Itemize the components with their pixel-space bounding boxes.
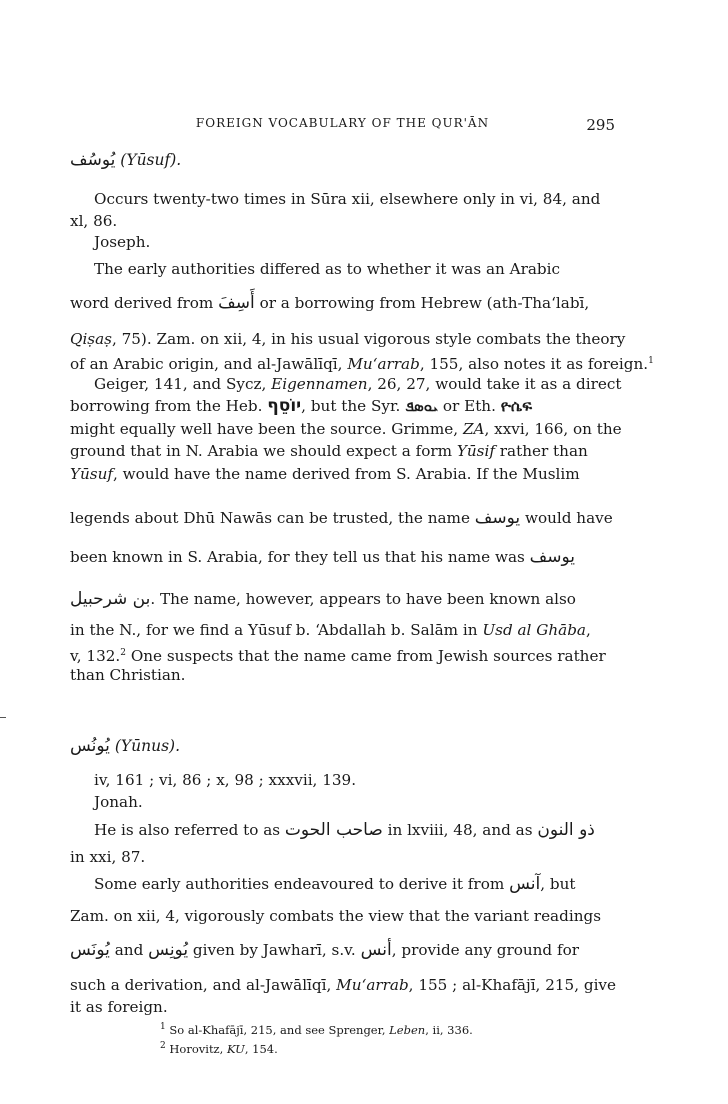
footnote-ref: 2 bbox=[120, 648, 126, 658]
footnote bbox=[160, 1041, 620, 1056]
text-line: xl, 86. bbox=[70, 212, 118, 230]
text-line bbox=[70, 620, 615, 640]
text-line bbox=[70, 351, 654, 374]
italic-title: Leben bbox=[389, 1022, 426, 1037]
text-line bbox=[70, 464, 615, 484]
arabic-phrase: صاحب الحوت bbox=[284, 820, 383, 840]
text-span: Geiger, 141, and Sycz, bbox=[94, 375, 267, 393]
text-line bbox=[70, 441, 615, 461]
page-header bbox=[70, 116, 615, 136]
text-span: Some early authorities endeavoured to derive it from bbox=[94, 875, 505, 893]
text-line bbox=[70, 508, 615, 528]
italic-title: Qiṣaṣ bbox=[70, 330, 112, 348]
text-span: , 26, 27, would take it as a direct bbox=[367, 375, 622, 393]
text-span: One suspects that the name came from Jewish sources rather bbox=[130, 647, 606, 666]
text-span: So al-Khafājī, 215, and see Sprenger, bbox=[169, 1022, 386, 1037]
text-line: Zam. on xii, 4, vigorously combats the view that the variant readings bbox=[70, 907, 601, 925]
arabic-word: آنس bbox=[509, 874, 541, 894]
ethiopic-word: ዮሴፍ bbox=[500, 397, 532, 415]
arabic-word: يُونَس bbox=[70, 940, 110, 960]
arabic-headword: يُونُس bbox=[70, 736, 110, 756]
text-line: Jonah. bbox=[94, 793, 143, 811]
text-span: might equally well have been the source. Grimme, bbox=[70, 420, 459, 438]
text-span: borrowing from the Heb. bbox=[70, 397, 263, 415]
text-span: would have bbox=[524, 509, 613, 527]
text-span: , but the Syr. bbox=[301, 397, 401, 415]
text-span: ground that in N. Arabia we should expect a form bbox=[70, 442, 453, 460]
arabic-word: يوسف bbox=[529, 547, 575, 567]
margin-mark bbox=[0, 717, 6, 718]
text-span: or a borrowing from Hebrew (ath-Tha‘labī, bbox=[259, 294, 590, 312]
text-span: in lxviii, 48, and as bbox=[387, 821, 533, 839]
text-span: , provide any ground for bbox=[391, 941, 579, 959]
text-span: , 154. bbox=[244, 1041, 278, 1056]
text-line: than Christian. bbox=[70, 666, 186, 684]
arabic-word: أَسِفَ bbox=[218, 293, 255, 313]
text-span: , 75). Zam. on xii, 4, in his usual vigorous style combats the theory bbox=[111, 330, 626, 348]
text-span: , would have the name derived from S. Arabia. If the Muslim bbox=[113, 465, 580, 483]
text-line bbox=[70, 547, 615, 567]
text-span: v, 132. bbox=[70, 647, 121, 666]
arabic-phrase: بن شرحبيل bbox=[70, 589, 151, 609]
hebrew-word: יוֹסֵף bbox=[267, 396, 302, 416]
italic-title: ZA bbox=[462, 420, 485, 438]
entry-heading-yusuf bbox=[70, 150, 615, 170]
text-line bbox=[70, 329, 626, 349]
text-line bbox=[94, 874, 615, 894]
text-line: The early authorities differed as to whether it was an Arabic bbox=[94, 260, 560, 278]
text-span: Horovitz, bbox=[169, 1041, 224, 1056]
text-span: such a derivation, and al-Jawālīqī, bbox=[70, 976, 332, 994]
text-span: given by Jawharī, s.v. bbox=[192, 941, 356, 959]
text-span: legends about Dhū Nawās can be trusted, the name bbox=[70, 509, 470, 527]
arabic-phrase: ذو النون bbox=[537, 820, 595, 840]
text-line bbox=[70, 975, 615, 995]
text-line bbox=[94, 820, 615, 840]
arabic-word: أنس bbox=[360, 940, 392, 960]
text-span: , but bbox=[540, 875, 576, 893]
text-span: of an Arabic origin, and al-Jawālīqī, bbox=[70, 355, 343, 374]
text-line bbox=[70, 419, 622, 439]
text-line bbox=[94, 374, 622, 394]
text-span: in the N., for we find a Yūsuf b. ‘Abdallah b. Salām in bbox=[70, 621, 478, 639]
text-line bbox=[70, 396, 615, 416]
text-span: , 155 ; al-Khafājī, 215, give bbox=[408, 976, 617, 994]
italic-word: Yūsuf bbox=[70, 465, 114, 483]
text-span: rather than bbox=[499, 442, 588, 460]
text-line: in xxi, 87. bbox=[70, 848, 146, 866]
text-line bbox=[70, 293, 615, 313]
italic-word: Yūsif bbox=[456, 442, 495, 460]
running-head: FOREIGN VOCABULARY OF THE QUR'ĀN bbox=[195, 116, 490, 130]
entry-heading-yunus bbox=[70, 736, 615, 756]
text-span: He is also referred to as bbox=[94, 821, 281, 839]
text-span: , bbox=[586, 621, 591, 639]
italic-title: Mu‘arrab bbox=[347, 355, 420, 374]
page-number: 295 bbox=[586, 116, 615, 134]
text-line: iv, 161 ; vi, 86 ; x, 98 ; xxxvii, 139. bbox=[94, 771, 357, 789]
footnote-mark: 2 bbox=[160, 1041, 166, 1051]
text-span: word derived from bbox=[70, 294, 214, 312]
text-span: . The name, however, appears to have been known also bbox=[150, 590, 576, 608]
transliteration: (Yūnus). bbox=[114, 737, 181, 755]
text-span: , ii, 336. bbox=[425, 1022, 473, 1037]
italic-title: Usd al Ghāba bbox=[482, 621, 586, 639]
text-line bbox=[70, 643, 615, 666]
text-line bbox=[70, 940, 615, 960]
footnote bbox=[160, 1022, 620, 1037]
footnote-mark: 1 bbox=[160, 1022, 166, 1032]
italic-title: KU bbox=[226, 1041, 245, 1056]
text-span: , xxvi, 166, on the bbox=[484, 420, 622, 438]
text-span: or Eth. bbox=[442, 397, 496, 415]
text-line bbox=[70, 589, 615, 609]
text-line: Occurs twenty-two times in Sūra xii, elsewhere only in vi, 84, and bbox=[94, 190, 601, 208]
text-span: , 155, also notes it as foreign. bbox=[419, 355, 649, 374]
transliteration: (Yūsuf). bbox=[120, 151, 182, 169]
arabic-headword: يُوسُف bbox=[70, 150, 116, 170]
arabic-word: يوسف bbox=[474, 508, 521, 528]
text-span: been known in S. Arabia, for they tell us that his name was bbox=[70, 548, 525, 566]
text-line: it as foreign. bbox=[70, 998, 168, 1016]
text-line: Joseph. bbox=[94, 233, 151, 251]
arabic-word: يُونِس bbox=[148, 940, 189, 960]
italic-title: Eigennamen bbox=[271, 375, 368, 393]
italic-title: Mu‘arrab bbox=[336, 976, 409, 994]
syriac-word: ܝܘܣܦ bbox=[405, 397, 439, 415]
text-span: and bbox=[114, 941, 144, 959]
footnote-ref: 1 bbox=[648, 356, 654, 366]
